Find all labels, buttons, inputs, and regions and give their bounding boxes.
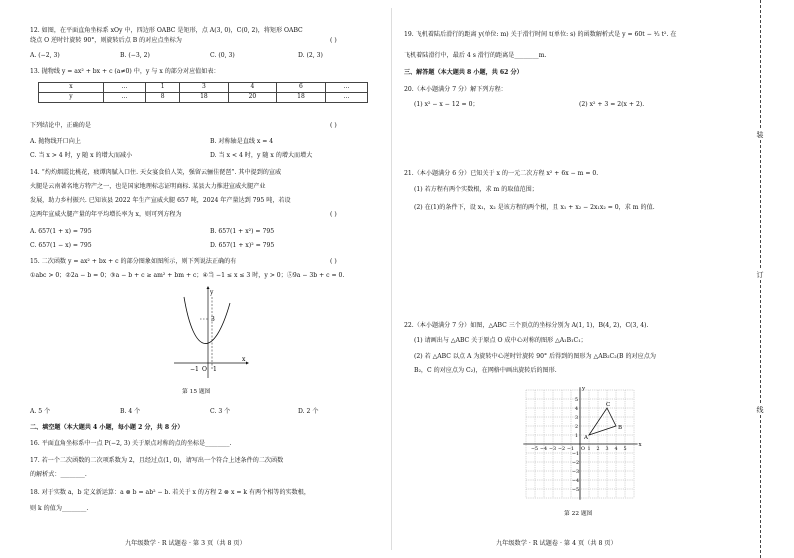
q15-option-c: C. 3 个	[210, 408, 231, 415]
q13-value-table	[38, 82, 368, 103]
q22-y-tick-label: −1	[572, 452, 580, 457]
q22-y-tick-label: 5	[575, 398, 579, 403]
q17-line2: 的解析式：________.	[30, 471, 87, 478]
q15-x-label: x	[242, 356, 246, 363]
page-divider	[391, 8, 392, 550]
q14-line4: 这两年宣威火腿产量的年平均增长率为 x，则可列方程为	[30, 211, 182, 218]
q21-part2: (2) 在(1)的条件下，设 x₁，x₂ 是该方程的两个根，且 x₁ + x₂ − 2x₁x₂ = 0，求 m 的值.	[414, 204, 655, 211]
q22-y-tick-label: −2	[572, 461, 580, 466]
q21-line1: 21.（本小题满分 6 分）已知关于 x 的一元二次方程 x² + 6x − m = 0.	[404, 170, 599, 177]
q14-line1: 14. “灼灼烟霞比桃花，疲谭肉腻入口住. 天女宴食伯人笑，强留云骊佳琵琶”. 其中提到的宣威	[30, 169, 282, 176]
q20-part1: (1) x² − x − 12 = 0；	[414, 101, 479, 108]
q22-x-tick-label: O	[581, 447, 585, 452]
q15-option-a: A. 5 个	[30, 408, 51, 415]
table-row: x … 1 3 4 6 …	[39, 83, 368, 93]
q15-label-origin: O	[202, 366, 207, 373]
q14-line2: 火腿是云南著名地方特产之一，也是国家地理标志证明商标. 某县大力推进宣威火腿产业	[30, 183, 266, 190]
q13-option-c: C. 当 x > 4 时，y 随 x 的增大而减小	[30, 152, 133, 159]
q22-y-tick-label: −5	[572, 488, 580, 493]
q20-part2: (2) x² + 3 = 2(x + 2).	[579, 101, 645, 108]
q13-line1: 13. 抛物线 y = ax² + bx + c (a≠0) 中，y 与 x 的部分对应值如表：	[30, 68, 220, 75]
triangle-abc	[589, 408, 616, 435]
q12-option-a: A. (−2, 3)	[30, 52, 60, 59]
q22-x-tick-label: 4	[614, 447, 618, 452]
binding-mark-ding: 订	[750, 270, 770, 280]
q22-y-tick-label: −4	[572, 479, 580, 484]
q13-line2: 下列结论中，正确的是	[30, 122, 91, 129]
q12-option-c: C. (0, 3)	[210, 52, 235, 59]
q14-option-c: C. 657(1 − x) = 795	[30, 242, 92, 249]
q14-answer-paren: ( )	[330, 211, 337, 218]
q15-parabola-curve	[184, 297, 230, 344]
q18-line1: 18. 对于实数 a，b 定义新运算：a ⊗ b = ab² − b. 若关于 x 的方程 2 ⊗ x = k 有两个相等的实数根，	[30, 489, 310, 496]
q15-y-label: y	[210, 289, 214, 296]
q14-line3: 发展，助力乡村振兴. 已知该县 2022 年生产宣威火腿 657 吨，2024 年产量达到 795 吨，若设	[30, 197, 291, 204]
q22-coordinate-grid	[520, 388, 640, 506]
q22-x-tick-label: −5	[531, 447, 539, 452]
q19-line2: 飞机着陆滑行中，最后 4 s 滑行的距离是________m.	[404, 52, 547, 59]
table-row: y … 8 18 20 18 …	[39, 93, 368, 103]
vertex-b-label: B	[618, 425, 623, 431]
q22-x-tick-label: −3	[549, 447, 557, 452]
q14-option-b: B. 657(1 + x²) = 795	[210, 228, 275, 235]
q12-option-d: D. (2, 3)	[298, 52, 323, 59]
q21-part1: (1) 若方程有两个实数根，求 m 的取值范围；	[414, 186, 538, 193]
vertex-c-label: C	[606, 402, 611, 408]
left-page	[30, 0, 378, 558]
q12-line1: 12. 如图，在平面直角坐标系 xOy 中，四边形 OABC 是矩形，点 A(3, 0)，C(0, 2)，将矩形 OABC	[30, 27, 303, 34]
q22-y-tick-label: 4	[575, 407, 579, 412]
q22-x-tick-label: 1	[587, 447, 591, 452]
q15-answer-paren: ( )	[330, 258, 337, 265]
q22-figure-caption: 第 22 题图	[564, 511, 593, 517]
q22-x-tick-label: 2	[596, 447, 600, 452]
q12-line2: 绕点 O 逆时针旋转 90°，则旋转后点 B 的对应点坐标为	[30, 37, 182, 44]
q16-text: 16. 平面直角坐标系中一点 P(−2, 3) 关于原点对称的点的坐标是________.	[30, 440, 232, 447]
q14-option-d: D. 657(1 + x)² = 795	[210, 242, 275, 249]
binding-mark-zhuang: 装	[750, 130, 770, 140]
q17-line1: 17. 若一个二次函数的二次项系数为 2，且经过点(1, 0)，请写出一个符合上述条件的二次函数	[30, 457, 284, 464]
q22-x-tick-label: −1	[567, 447, 575, 452]
q22-y-tick-label: 1	[575, 434, 579, 439]
q22-x-tick-label: 3	[605, 447, 609, 452]
q15-line1: 15. 二次函数 y = ax² + bx + c 的部分图象如图所示，则下列说法正确的有	[30, 258, 237, 265]
q15-option-d: D. 2 个	[298, 408, 319, 415]
q15-figure-caption: 第 15 题图	[182, 389, 211, 395]
binding-mark-xian: 线	[750, 405, 770, 415]
q22-x-tick-label: −4	[540, 447, 548, 452]
q13-option-b: B. 对称轴是直线 x = 4	[210, 138, 274, 145]
section-fill-in-title: 二、填空题（本大题共 4 小题，每小题 2 分，共 8 分）	[30, 424, 184, 431]
q15-label-1: 1	[213, 366, 217, 373]
q22-y-tick-label: −3	[572, 470, 580, 475]
q15-line2: ①abc > 0；②2a − b = 0；③a − b + c ≥ am² + bm + c；④当 −1 ≤ x ≤ 3 时，y > 0；⑤9a − 3b + c = 0.	[30, 272, 345, 279]
q22-y-tick-label: 3	[575, 416, 579, 421]
q22-part2-line1: (2) 若 △ABC 以点 A 为旋转中心逆时针旋转 90° 后得到的图形为 △AB₂C₂(B 的对应点为	[414, 353, 656, 360]
q20-line1: 20.（本小题满分 7 分）解下列方程：	[404, 86, 507, 93]
q22-line1: 22.（本小题满分 7 分）如图，△ABC 三个顶点的坐标分别为 A(1, 1)，B(4, 2)，C(3, 4).	[404, 322, 649, 329]
q15-parabola-figure	[170, 283, 250, 381]
vertex-a-label: A	[584, 435, 588, 441]
q18-line2: 则 k 的值为________.	[30, 505, 89, 512]
right-page-footer: 九年级数学 · R 试题卷 · 第 4 页（共 8 页）	[496, 540, 617, 547]
q14-option-a: A. 657(1 + x) = 795	[30, 228, 92, 235]
q22-x-tick-label: −2	[558, 447, 566, 452]
q22-x-tick-label: 5	[623, 447, 627, 452]
q22-part2-line2: B₂，C 的对应点为 C₂)，在网格中画出旋转后的图形.	[414, 367, 557, 374]
q13-answer-paren: ( )	[330, 122, 337, 129]
right-page	[404, 0, 734, 558]
q22-x-label: x	[638, 442, 642, 448]
q22-part1: (1) 请画出与 △ABC 关于原点 O 成中心对称的图形 △A₁B₁C₁；	[414, 337, 587, 344]
q15-label-neg1: −1	[190, 366, 199, 373]
q22-y-tick-label: 2	[575, 425, 579, 430]
q19-line1: 19. 飞机着陆后滑行的距离 y(单位: m) 关于滑行时间 t(单位: s) 的函数解析式是 y = 60t − ³⁄₂ t². 在	[404, 31, 677, 38]
q22-y-label: y	[582, 386, 586, 392]
q12-answer-paren: ( )	[330, 37, 337, 44]
q13-option-d: D. 当 x < 4 时，y 随 x 的增大而增大	[210, 152, 313, 159]
q15-label-3: 3	[211, 316, 215, 323]
left-page-footer: 九年级数学 · R 试题卷 · 第 3 页（共 8 页）	[125, 540, 246, 547]
q15-option-b: B. 4 个	[120, 408, 141, 415]
q12-option-b: B. (−3, 2)	[120, 52, 150, 59]
section-answer-title: 三、解答题（本大题共 8 小题，共 62 分）	[404, 69, 523, 76]
q13-option-a: A. 抛物线开口向上	[30, 138, 81, 145]
